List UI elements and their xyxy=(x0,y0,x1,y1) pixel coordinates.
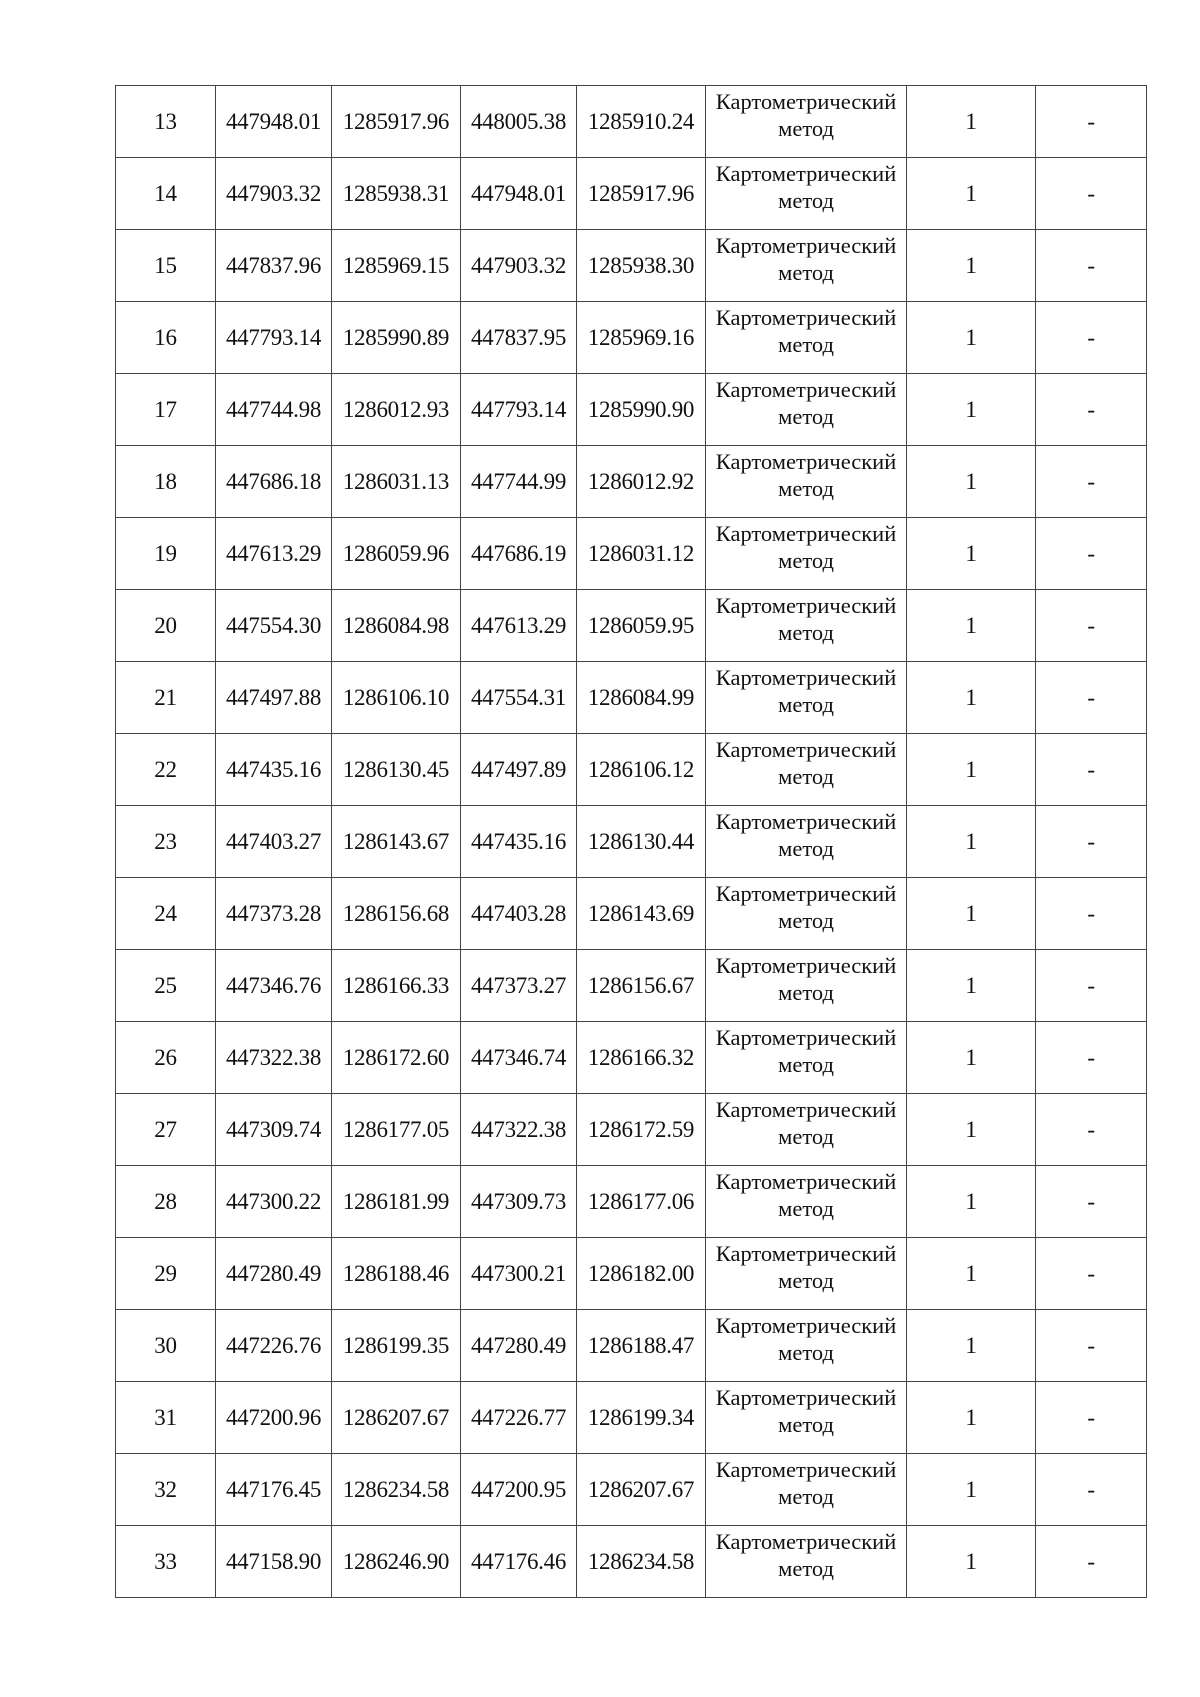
note-cell: - xyxy=(1036,1166,1147,1238)
note-cell: - xyxy=(1036,230,1147,302)
x-coordinate-cell: 447435.16 xyxy=(216,734,332,806)
note-cell: - xyxy=(1036,950,1147,1022)
method-cell: Картометрический метод xyxy=(706,734,907,806)
x-coordinate-cell: 447309.74 xyxy=(216,1094,332,1166)
point-number-cell: 31 xyxy=(116,1382,216,1454)
y-coordinate-cell: 1286246.90 xyxy=(332,1526,461,1598)
accuracy-cell: 1 xyxy=(907,734,1036,806)
point-number-cell: 26 xyxy=(116,1022,216,1094)
point-number-cell: 22 xyxy=(116,734,216,806)
accuracy-cell: 1 xyxy=(907,878,1036,950)
note-cell: - xyxy=(1036,662,1147,734)
y2-coordinate-cell: 1286156.67 xyxy=(577,950,706,1022)
note-cell: - xyxy=(1036,1310,1147,1382)
y-coordinate-cell: 1286188.46 xyxy=(332,1238,461,1310)
x-coordinate-cell: 447686.18 xyxy=(216,446,332,518)
y-coordinate-cell: 1285990.89 xyxy=(332,302,461,374)
y2-coordinate-cell: 1286177.06 xyxy=(577,1166,706,1238)
y-coordinate-cell: 1286143.67 xyxy=(332,806,461,878)
x-coordinate-cell: 447403.27 xyxy=(216,806,332,878)
x-coordinate-cell: 447322.38 xyxy=(216,1022,332,1094)
point-number-cell: 21 xyxy=(116,662,216,734)
y2-coordinate-cell: 1285917.96 xyxy=(577,158,706,230)
note-cell: - xyxy=(1036,1382,1147,1454)
method-cell: Картометрический метод xyxy=(706,1166,907,1238)
point-number-cell: 19 xyxy=(116,518,216,590)
table-row xyxy=(116,1454,1147,1526)
y2-coordinate-cell: 1285990.90 xyxy=(577,374,706,446)
x2-coordinate-cell: 447403.28 xyxy=(461,878,577,950)
table-row xyxy=(116,734,1147,806)
note-cell: - xyxy=(1036,374,1147,446)
point-number-cell: 30 xyxy=(116,1310,216,1382)
note-cell: - xyxy=(1036,302,1147,374)
table-row xyxy=(116,878,1147,950)
y2-coordinate-cell: 1286188.47 xyxy=(577,1310,706,1382)
method-cell: Картометрический метод xyxy=(706,1094,907,1166)
table-row xyxy=(116,1166,1147,1238)
table-row xyxy=(116,518,1147,590)
method-cell: Картометрический метод xyxy=(706,878,907,950)
method-cell: Картометрический метод xyxy=(706,1310,907,1382)
point-number-cell: 20 xyxy=(116,590,216,662)
x-coordinate-cell: 447793.14 xyxy=(216,302,332,374)
x2-coordinate-cell: 447744.99 xyxy=(461,446,577,518)
point-number-cell: 25 xyxy=(116,950,216,1022)
method-cell: Картометрический метод xyxy=(706,446,907,518)
x2-coordinate-cell: 447200.95 xyxy=(461,1454,577,1526)
point-number-cell: 16 xyxy=(116,302,216,374)
y-coordinate-cell: 1286166.33 xyxy=(332,950,461,1022)
method-cell: Картометрический метод xyxy=(706,158,907,230)
x2-coordinate-cell: 447176.46 xyxy=(461,1526,577,1598)
point-number-cell: 14 xyxy=(116,158,216,230)
point-number-cell: 33 xyxy=(116,1526,216,1598)
x-coordinate-cell: 447176.45 xyxy=(216,1454,332,1526)
note-cell: - xyxy=(1036,734,1147,806)
table-body xyxy=(116,86,1147,1598)
accuracy-cell: 1 xyxy=(907,158,1036,230)
y2-coordinate-cell: 1285969.16 xyxy=(577,302,706,374)
method-cell: Картометрический метод xyxy=(706,1526,907,1598)
method-cell: Картометрический метод xyxy=(706,662,907,734)
x2-coordinate-cell: 447309.73 xyxy=(461,1166,577,1238)
method-cell: Картометрический метод xyxy=(706,1238,907,1310)
y-coordinate-cell: 1286130.45 xyxy=(332,734,461,806)
note-cell: - xyxy=(1036,878,1147,950)
x-coordinate-cell: 447948.01 xyxy=(216,86,332,158)
x-coordinate-cell: 447554.30 xyxy=(216,590,332,662)
y-coordinate-cell: 1286059.96 xyxy=(332,518,461,590)
point-number-cell: 32 xyxy=(116,1454,216,1526)
accuracy-cell: 1 xyxy=(907,1310,1036,1382)
x-coordinate-cell: 447613.29 xyxy=(216,518,332,590)
x-coordinate-cell: 447200.96 xyxy=(216,1382,332,1454)
x2-coordinate-cell: 447686.19 xyxy=(461,518,577,590)
accuracy-cell: 1 xyxy=(907,590,1036,662)
y2-coordinate-cell: 1286031.12 xyxy=(577,518,706,590)
x-coordinate-cell: 447226.76 xyxy=(216,1310,332,1382)
note-cell: - xyxy=(1036,446,1147,518)
method-cell: Картометрический метод xyxy=(706,374,907,446)
y2-coordinate-cell: 1286059.95 xyxy=(577,590,706,662)
accuracy-cell: 1 xyxy=(907,446,1036,518)
accuracy-cell: 1 xyxy=(907,230,1036,302)
accuracy-cell: 1 xyxy=(907,1382,1036,1454)
x2-coordinate-cell: 447322.38 xyxy=(461,1094,577,1166)
table-row xyxy=(116,230,1147,302)
y2-coordinate-cell: 1286172.59 xyxy=(577,1094,706,1166)
note-cell: - xyxy=(1036,86,1147,158)
point-number-cell: 29 xyxy=(116,1238,216,1310)
note-cell: - xyxy=(1036,590,1147,662)
accuracy-cell: 1 xyxy=(907,806,1036,878)
y-coordinate-cell: 1285938.31 xyxy=(332,158,461,230)
y2-coordinate-cell: 1286166.32 xyxy=(577,1022,706,1094)
accuracy-cell: 1 xyxy=(907,302,1036,374)
point-number-cell: 23 xyxy=(116,806,216,878)
method-cell: Картометрический метод xyxy=(706,1022,907,1094)
y2-coordinate-cell: 1285910.24 xyxy=(577,86,706,158)
method-cell: Картометрический метод xyxy=(706,806,907,878)
table-row xyxy=(116,662,1147,734)
x2-coordinate-cell: 447948.01 xyxy=(461,158,577,230)
method-cell: Картометрический метод xyxy=(706,230,907,302)
x2-coordinate-cell: 447373.27 xyxy=(461,950,577,1022)
x-coordinate-cell: 447158.90 xyxy=(216,1526,332,1598)
table-row xyxy=(116,86,1147,158)
x-coordinate-cell: 447744.98 xyxy=(216,374,332,446)
point-number-cell: 18 xyxy=(116,446,216,518)
table-row xyxy=(116,1382,1147,1454)
method-cell: Картометрический метод xyxy=(706,1382,907,1454)
x2-coordinate-cell: 447793.14 xyxy=(461,374,577,446)
accuracy-cell: 1 xyxy=(907,662,1036,734)
note-cell: - xyxy=(1036,806,1147,878)
y2-coordinate-cell: 1286143.69 xyxy=(577,878,706,950)
method-cell: Картометрический метод xyxy=(706,1454,907,1526)
y-coordinate-cell: 1286084.98 xyxy=(332,590,461,662)
table-row xyxy=(116,1526,1147,1598)
note-cell: - xyxy=(1036,1454,1147,1526)
accuracy-cell: 1 xyxy=(907,1022,1036,1094)
x2-coordinate-cell: 447554.31 xyxy=(461,662,577,734)
y-coordinate-cell: 1286177.05 xyxy=(332,1094,461,1166)
table-row xyxy=(116,1094,1147,1166)
accuracy-cell: 1 xyxy=(907,374,1036,446)
x2-coordinate-cell: 447613.29 xyxy=(461,590,577,662)
table-row xyxy=(116,806,1147,878)
note-cell: - xyxy=(1036,1238,1147,1310)
x-coordinate-cell: 447280.49 xyxy=(216,1238,332,1310)
table-row xyxy=(116,1310,1147,1382)
method-cell: Картометрический метод xyxy=(706,590,907,662)
table-row xyxy=(116,950,1147,1022)
method-cell: Картометрический метод xyxy=(706,950,907,1022)
y-coordinate-cell: 1286012.93 xyxy=(332,374,461,446)
accuracy-cell: 1 xyxy=(907,86,1036,158)
point-number-cell: 28 xyxy=(116,1166,216,1238)
y2-coordinate-cell: 1286234.58 xyxy=(577,1526,706,1598)
y-coordinate-cell: 1286234.58 xyxy=(332,1454,461,1526)
y-coordinate-cell: 1286207.67 xyxy=(332,1382,461,1454)
table-row xyxy=(116,1022,1147,1094)
note-cell: - xyxy=(1036,158,1147,230)
x2-coordinate-cell: 447226.77 xyxy=(461,1382,577,1454)
y-coordinate-cell: 1285969.15 xyxy=(332,230,461,302)
x2-coordinate-cell: 448005.38 xyxy=(461,86,577,158)
note-cell: - xyxy=(1036,1022,1147,1094)
table-row xyxy=(116,158,1147,230)
table-row xyxy=(116,1238,1147,1310)
coordinates-table xyxy=(115,85,1147,1598)
y2-coordinate-cell: 1286199.34 xyxy=(577,1382,706,1454)
y2-coordinate-cell: 1286207.67 xyxy=(577,1454,706,1526)
table-row xyxy=(116,374,1147,446)
method-cell: Картометрический метод xyxy=(706,302,907,374)
x-coordinate-cell: 447300.22 xyxy=(216,1166,332,1238)
y2-coordinate-cell: 1286084.99 xyxy=(577,662,706,734)
accuracy-cell: 1 xyxy=(907,1094,1036,1166)
y2-coordinate-cell: 1286182.00 xyxy=(577,1238,706,1310)
x2-coordinate-cell: 447280.49 xyxy=(461,1310,577,1382)
table-row xyxy=(116,446,1147,518)
point-number-cell: 24 xyxy=(116,878,216,950)
x2-coordinate-cell: 447300.21 xyxy=(461,1238,577,1310)
x2-coordinate-cell: 447903.32 xyxy=(461,230,577,302)
method-cell: Картометрический метод xyxy=(706,86,907,158)
y-coordinate-cell: 1286181.99 xyxy=(332,1166,461,1238)
accuracy-cell: 1 xyxy=(907,1526,1036,1598)
accuracy-cell: 1 xyxy=(907,1166,1036,1238)
x-coordinate-cell: 447837.96 xyxy=(216,230,332,302)
y-coordinate-cell: 1286199.35 xyxy=(332,1310,461,1382)
y2-coordinate-cell: 1286106.12 xyxy=(577,734,706,806)
y-coordinate-cell: 1286156.68 xyxy=(332,878,461,950)
point-number-cell: 17 xyxy=(116,374,216,446)
y2-coordinate-cell: 1286130.44 xyxy=(577,806,706,878)
accuracy-cell: 1 xyxy=(907,1238,1036,1310)
point-number-cell: 27 xyxy=(116,1094,216,1166)
method-cell: Картометрический метод xyxy=(706,518,907,590)
note-cell: - xyxy=(1036,1526,1147,1598)
x-coordinate-cell: 447346.76 xyxy=(216,950,332,1022)
y-coordinate-cell: 1286031.13 xyxy=(332,446,461,518)
y-coordinate-cell: 1285917.96 xyxy=(332,86,461,158)
x-coordinate-cell: 447373.28 xyxy=(216,878,332,950)
accuracy-cell: 1 xyxy=(907,1454,1036,1526)
x2-coordinate-cell: 447346.74 xyxy=(461,1022,577,1094)
y-coordinate-cell: 1286106.10 xyxy=(332,662,461,734)
point-number-cell: 15 xyxy=(116,230,216,302)
x2-coordinate-cell: 447435.16 xyxy=(461,806,577,878)
accuracy-cell: 1 xyxy=(907,518,1036,590)
table-row xyxy=(116,302,1147,374)
note-cell: - xyxy=(1036,518,1147,590)
y-coordinate-cell: 1286172.60 xyxy=(332,1022,461,1094)
point-number-cell: 13 xyxy=(116,86,216,158)
y2-coordinate-cell: 1285938.30 xyxy=(577,230,706,302)
note-cell: - xyxy=(1036,1094,1147,1166)
y2-coordinate-cell: 1286012.92 xyxy=(577,446,706,518)
x2-coordinate-cell: 447497.89 xyxy=(461,734,577,806)
x-coordinate-cell: 447497.88 xyxy=(216,662,332,734)
x-coordinate-cell: 447903.32 xyxy=(216,158,332,230)
x2-coordinate-cell: 447837.95 xyxy=(461,302,577,374)
table-row xyxy=(116,590,1147,662)
accuracy-cell: 1 xyxy=(907,950,1036,1022)
